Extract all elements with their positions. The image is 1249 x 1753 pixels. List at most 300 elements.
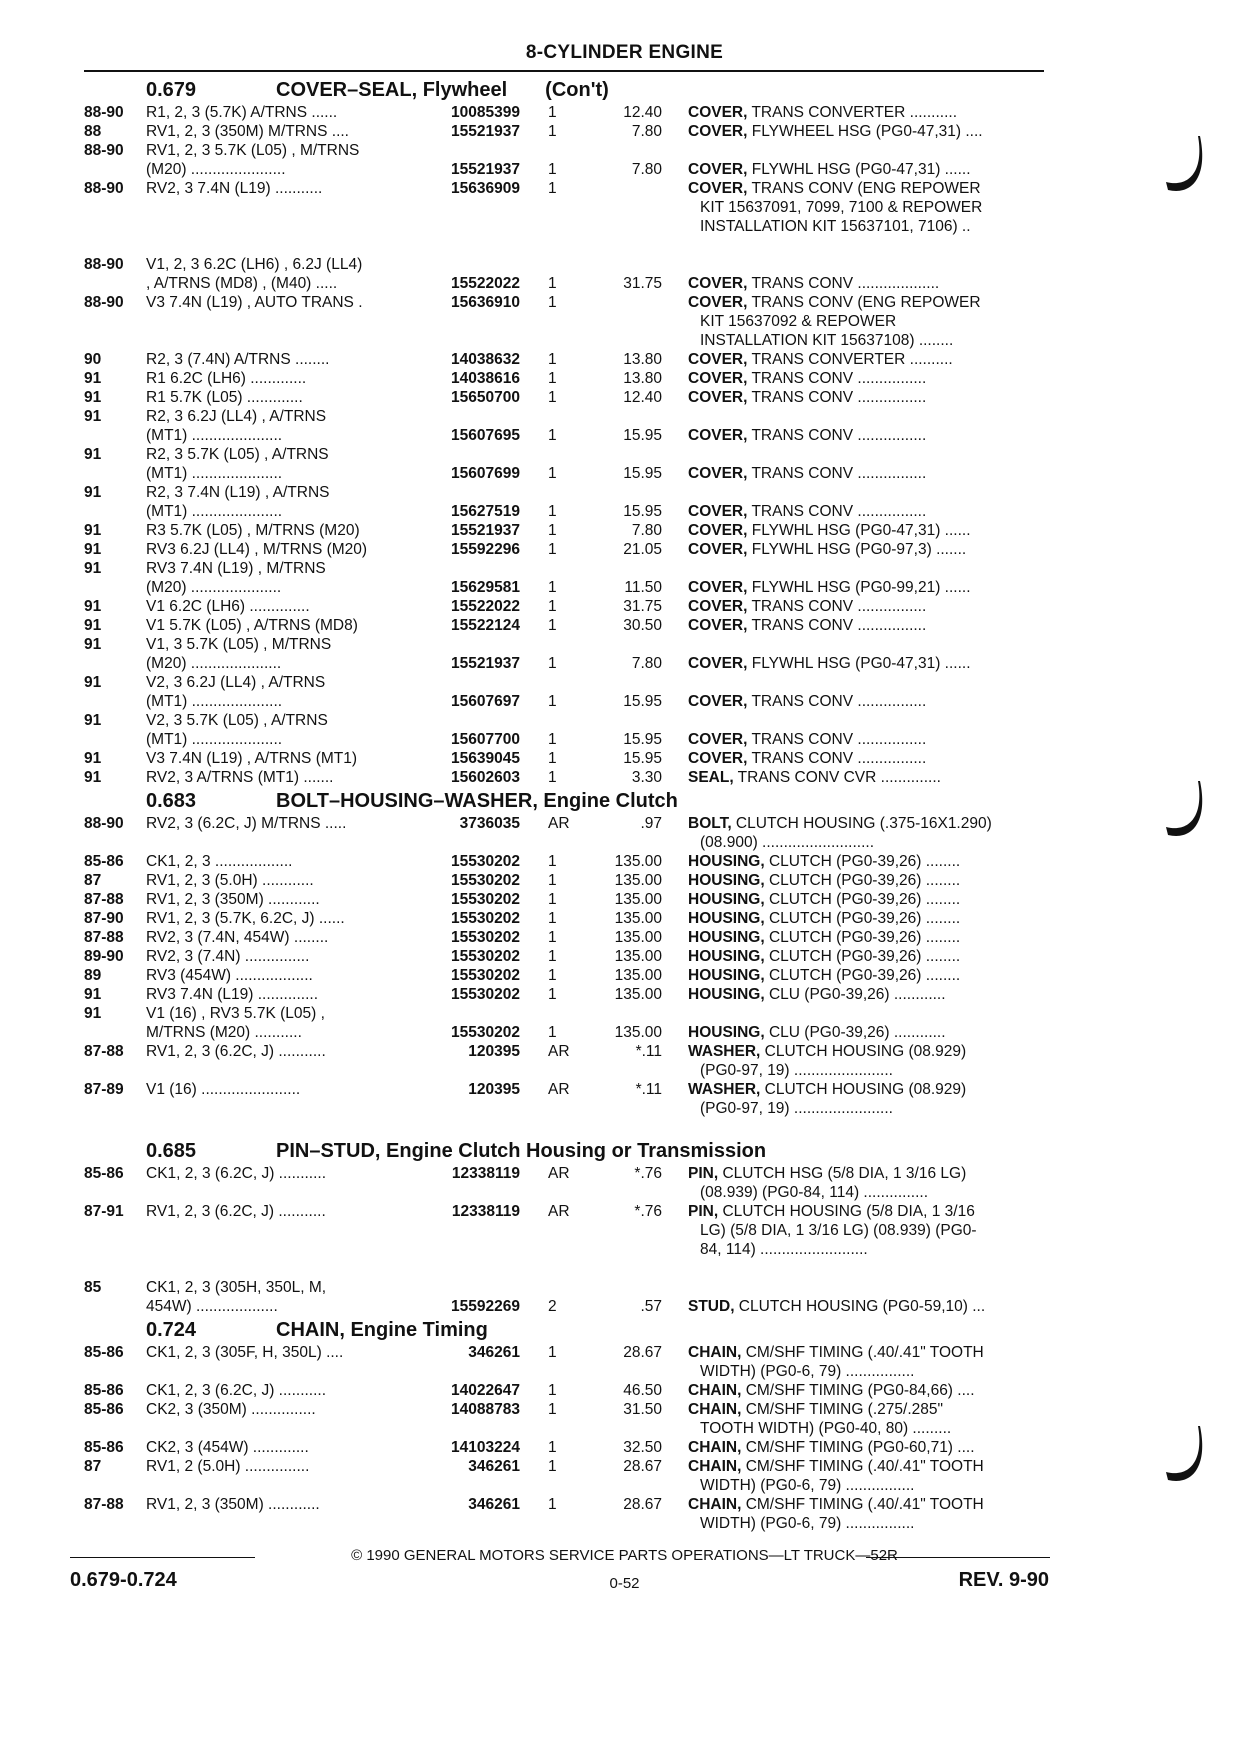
model-years: 88-90 xyxy=(84,294,124,311)
description-keyword: COVER, xyxy=(688,598,748,615)
price: .57 xyxy=(640,1298,662,1315)
application: R2, 3 (7.4N) A/TRNS ........ xyxy=(146,351,330,368)
model-years xyxy=(84,426,146,445)
description xyxy=(662,692,1050,711)
description-keyword: CHAIN, xyxy=(688,1496,742,1513)
description xyxy=(662,293,1050,312)
part-number: 3736035 xyxy=(459,815,520,832)
application: CK2, 3 (350M) ............... xyxy=(146,1401,316,1418)
part-number: 15650700 xyxy=(451,389,520,406)
description-text: KIT 15637091, 7099, 7100 & REPOWER xyxy=(700,199,983,216)
price: 135.00 xyxy=(614,967,662,984)
application: V1 6.2C (LH6) .............. xyxy=(146,598,310,615)
part-number xyxy=(420,1514,520,1533)
part-number xyxy=(420,1004,520,1023)
application: RV1, 2, 3 (5.0H) ............ xyxy=(146,872,314,889)
description-keyword: STUD, xyxy=(688,1298,735,1315)
model-years xyxy=(84,1061,146,1080)
description-text: (08.900) .......................... xyxy=(700,834,875,851)
part-number: 15530202 xyxy=(451,948,520,965)
price: 11.50 xyxy=(624,579,662,596)
model-years: 87-88 xyxy=(84,891,124,908)
part-number xyxy=(420,407,520,426)
part-number: 15607695 xyxy=(451,427,520,444)
price xyxy=(588,312,662,331)
price: 31.75 xyxy=(623,598,662,615)
price xyxy=(588,1004,662,1023)
part-number: 15607697 xyxy=(451,693,520,710)
price: 135.00 xyxy=(614,853,662,870)
description xyxy=(662,673,1050,692)
section-heading xyxy=(84,76,1050,103)
model-years: 91 xyxy=(84,636,102,653)
parts-row xyxy=(84,768,1050,787)
description xyxy=(662,1221,1050,1240)
price: 7.80 xyxy=(631,522,662,539)
quantity xyxy=(520,1362,588,1381)
price: 31.75 xyxy=(623,275,662,292)
description-keyword: COVER, xyxy=(688,617,748,634)
parts-row xyxy=(84,217,1050,236)
description-text: TRANS CONV ................ xyxy=(747,427,927,444)
price: 13.80 xyxy=(623,370,662,387)
parts-row xyxy=(84,255,1050,274)
parts-row xyxy=(84,890,1050,909)
part-number: 10085399 xyxy=(451,104,520,121)
parts-catalog-body xyxy=(84,76,1050,1533)
price xyxy=(588,1240,662,1259)
application xyxy=(146,1061,420,1080)
quantity xyxy=(520,1476,588,1495)
price xyxy=(588,445,662,464)
quantity: AR xyxy=(548,1165,570,1182)
part-number xyxy=(420,1240,520,1259)
part-number: 15592269 xyxy=(451,1298,520,1315)
description xyxy=(662,814,1050,833)
description-keyword: COVER, xyxy=(688,389,748,406)
part-number: 15521937 xyxy=(451,123,520,140)
quantity xyxy=(520,445,588,464)
part-number: 15530202 xyxy=(451,967,520,984)
quantity xyxy=(520,483,588,502)
part-number: 15530202 xyxy=(451,1024,520,1041)
quantity xyxy=(520,673,588,692)
price: 46.50 xyxy=(623,1382,662,1399)
quantity: 1 xyxy=(548,598,557,615)
part-number: 15530202 xyxy=(451,891,520,908)
description xyxy=(662,1202,1050,1221)
description-text: TRANS CONVERTER ........... xyxy=(747,104,958,121)
quantity: 1 xyxy=(548,655,557,672)
description-keyword: SEAL, xyxy=(688,769,734,786)
description xyxy=(662,1362,1050,1381)
price: 13.80 xyxy=(623,351,662,368)
quantity: 1 xyxy=(548,161,557,178)
parts-row xyxy=(84,1004,1050,1023)
parts-row xyxy=(84,1080,1050,1099)
model-years: 91 xyxy=(84,750,102,767)
description-text: CLUTCH HOUSING (08.929) xyxy=(760,1081,967,1098)
description xyxy=(662,966,1050,985)
application: (MT1) ..................... xyxy=(146,731,283,748)
description-keyword: BOLT, xyxy=(688,815,732,832)
description xyxy=(662,1080,1050,1099)
description-keyword: COVER, xyxy=(688,351,748,368)
description-text: CM/SHF TIMING (.40/.41" TOOTH xyxy=(741,1344,984,1361)
application: RV3 7.4N (L19) , M/TRNS xyxy=(146,560,326,577)
description-text: 84, 114) ......................... xyxy=(700,1241,868,1258)
application: CK2, 3 (454W) ............. xyxy=(146,1439,309,1456)
description-text: CLUTCH (PG0-39,26) ........ xyxy=(764,872,961,889)
price xyxy=(588,331,662,350)
parts-row xyxy=(84,597,1050,616)
description-keyword: COVER, xyxy=(688,123,748,140)
model-years: 91 xyxy=(84,408,102,425)
part-number: 14088783 xyxy=(451,1401,520,1418)
price xyxy=(588,255,662,274)
part-number: 15607700 xyxy=(451,731,520,748)
application: RV1, 2, 3 (6.2C, J) ........... xyxy=(146,1043,326,1060)
model-years xyxy=(84,1240,146,1259)
price: 31.50 xyxy=(623,1401,662,1418)
price: 21.05 xyxy=(623,541,662,558)
quantity: 1 xyxy=(548,986,557,1003)
parts-row xyxy=(84,445,1050,464)
part-number xyxy=(420,312,520,331)
price xyxy=(588,673,662,692)
parts-row xyxy=(84,635,1050,654)
price: .97 xyxy=(640,815,662,832)
application: V1 (16) , RV3 5.7K (L05) , xyxy=(146,1005,325,1022)
model-years: 87-88 xyxy=(84,929,124,946)
description-keyword: COVER, xyxy=(688,161,748,178)
description xyxy=(662,1023,1050,1042)
description xyxy=(662,947,1050,966)
application: V1 (16) ....................... xyxy=(146,1081,301,1098)
description-text: CLUTCH HOUSING (08.929) xyxy=(760,1043,967,1060)
quantity: AR xyxy=(548,1203,570,1220)
description-text: TRANS CONV (ENG REPOWER xyxy=(747,180,981,197)
quantity: 1 xyxy=(548,617,557,634)
quantity xyxy=(520,1221,588,1240)
quantity xyxy=(520,1240,588,1259)
parts-row xyxy=(84,909,1050,928)
description-keyword: HOUSING, xyxy=(688,853,765,870)
description-text: TRANS CONV ................... xyxy=(747,275,940,292)
description xyxy=(662,1278,1050,1297)
description xyxy=(662,1343,1050,1362)
model-years xyxy=(84,331,146,350)
model-years: 89-90 xyxy=(84,948,124,965)
model-years: 85-86 xyxy=(84,853,124,870)
model-years: 91 xyxy=(84,598,102,615)
description-keyword: HOUSING, xyxy=(688,891,765,908)
parts-row xyxy=(84,985,1050,1004)
part-number: 15521937 xyxy=(451,655,520,672)
price: 15.95 xyxy=(623,465,662,482)
description xyxy=(662,1004,1050,1023)
application xyxy=(146,1099,420,1118)
model-years xyxy=(84,654,146,673)
description-keyword: HOUSING, xyxy=(688,1024,765,1041)
quantity xyxy=(520,1061,588,1080)
part-number: 15607699 xyxy=(451,465,520,482)
price: 15.95 xyxy=(623,731,662,748)
quantity: 1 xyxy=(548,750,557,767)
quantity: 1 xyxy=(548,370,557,387)
parts-row xyxy=(84,312,1050,331)
parts-row xyxy=(84,141,1050,160)
model-years xyxy=(84,312,146,331)
price: *.76 xyxy=(634,1203,662,1220)
part-number: 15636909 xyxy=(451,180,520,197)
quantity: AR xyxy=(548,815,570,832)
description-keyword: HOUSING, xyxy=(688,929,765,946)
model-years: 85-86 xyxy=(84,1401,124,1418)
model-years xyxy=(84,1099,146,1118)
parts-row xyxy=(84,616,1050,635)
part-number: 15592296 xyxy=(451,541,520,558)
part-number: 15636910 xyxy=(451,294,520,311)
description-keyword: CHAIN, xyxy=(688,1458,742,1475)
quantity xyxy=(520,559,588,578)
parts-row xyxy=(84,1278,1050,1297)
price: *.11 xyxy=(635,1081,662,1098)
description-keyword: COVER, xyxy=(688,693,748,710)
description-text: TRANS CONV (ENG REPOWER xyxy=(747,294,981,311)
price xyxy=(588,1221,662,1240)
part-number: 15522022 xyxy=(451,275,520,292)
description-keyword: COVER, xyxy=(688,180,748,197)
application: RV1, 2 (5.0H) ............... xyxy=(146,1458,310,1475)
description xyxy=(662,103,1050,122)
part-number: 15521937 xyxy=(451,161,520,178)
description-text: TRANS CONV ................ xyxy=(747,731,927,748)
application: CK1, 2, 3 .................. xyxy=(146,853,293,870)
description-text: LG) (5/8 DIA, 1 3/16 LG) (08.939) (PG0- xyxy=(700,1222,977,1239)
price xyxy=(588,1362,662,1381)
application: CK1, 2, 3 (6.2C, J) ........... xyxy=(146,1382,327,1399)
parts-row xyxy=(84,1061,1050,1080)
description xyxy=(662,871,1050,890)
application xyxy=(146,1362,420,1381)
description-keyword: HOUSING, xyxy=(688,986,765,1003)
application: R1 6.2C (LH6) ............. xyxy=(146,370,307,387)
description-text: CLUTCH (PG0-39,26) ........ xyxy=(764,967,961,984)
description xyxy=(662,1240,1050,1259)
quantity xyxy=(520,833,588,852)
parts-row xyxy=(84,540,1050,559)
application: V3 7.4N (L19) , A/TRNS (MT1) xyxy=(146,750,358,767)
application: (MT1) ..................... xyxy=(146,693,283,710)
parts-row xyxy=(84,1023,1050,1042)
model-years xyxy=(84,198,146,217)
description xyxy=(662,890,1050,909)
description xyxy=(662,1061,1050,1080)
model-years: 85-86 xyxy=(84,1439,124,1456)
description xyxy=(662,1495,1050,1514)
parts-row xyxy=(84,350,1050,369)
part-number: 120395 xyxy=(468,1043,520,1060)
parts-row xyxy=(84,1202,1050,1221)
description-keyword: COVER, xyxy=(688,750,748,767)
quantity: 1 xyxy=(548,541,557,558)
description xyxy=(662,749,1050,768)
parts-row xyxy=(84,947,1050,966)
quantity: 1 xyxy=(548,1024,557,1041)
parts-row xyxy=(84,1495,1050,1514)
quantity xyxy=(520,1278,588,1297)
price xyxy=(588,1061,662,1080)
section-title: PIN–STUD, Engine Clutch Housing or Transmission xyxy=(276,1140,767,1162)
description-keyword: CHAIN, xyxy=(688,1439,742,1456)
application: RV1, 2, 3 (6.2C, J) ........... xyxy=(146,1203,326,1220)
description xyxy=(662,833,1050,852)
price xyxy=(588,635,662,654)
quantity: 1 xyxy=(548,1401,557,1418)
quantity xyxy=(520,217,588,236)
description xyxy=(662,1457,1050,1476)
application xyxy=(146,1240,420,1259)
quantity: 1 xyxy=(548,294,557,311)
quantity: 1 xyxy=(548,929,557,946)
parts-row xyxy=(84,160,1050,179)
quantity: 1 xyxy=(548,693,557,710)
description-text: CLUTCH (PG0-39,26) ........ xyxy=(764,929,961,946)
description xyxy=(662,616,1050,635)
description-text: CLU (PG0-39,26) ............ xyxy=(764,986,946,1003)
model-years: 91 xyxy=(84,712,102,729)
description xyxy=(662,1042,1050,1061)
description-text: FLYWHL HSG (PG0-97,3) ....... xyxy=(747,541,967,558)
description xyxy=(662,388,1050,407)
description xyxy=(662,350,1050,369)
description-keyword: COVER, xyxy=(688,522,748,539)
part-number xyxy=(420,255,520,274)
section-title: BOLT–HOUSING–WASHER, Engine Clutch xyxy=(276,790,678,812)
part-number: 15521937 xyxy=(451,522,520,539)
parts-row xyxy=(84,928,1050,947)
parts-row xyxy=(84,1419,1050,1438)
description-keyword: CHAIN, xyxy=(688,1382,742,1399)
description xyxy=(662,331,1050,350)
application xyxy=(146,217,420,236)
parts-row xyxy=(84,730,1050,749)
model-years: 88-90 xyxy=(84,815,124,832)
model-years: 88-90 xyxy=(84,256,124,273)
application: RV3 6.2J (LL4) , M/TRNS (M20) xyxy=(146,541,368,558)
description xyxy=(662,274,1050,293)
price xyxy=(588,1099,662,1118)
parts-row xyxy=(84,1400,1050,1419)
model-years xyxy=(84,160,146,179)
model-years: 85-86 xyxy=(84,1382,124,1399)
description-text: INSTALLATION KIT 15637101, 7106) .. xyxy=(700,218,971,235)
description xyxy=(662,160,1050,179)
model-years xyxy=(84,730,146,749)
price xyxy=(588,483,662,502)
part-number: 15629581 xyxy=(451,579,520,596)
section-title: COVER–SEAL, Flywheel xyxy=(276,79,508,101)
description xyxy=(662,407,1050,426)
part-number xyxy=(420,141,520,160)
description-text: CM/SHF TIMING (PG0-84,66) .... xyxy=(741,1382,975,1399)
part-number: 346261 xyxy=(468,1344,520,1361)
parts-row xyxy=(84,179,1050,198)
part-number xyxy=(420,483,520,502)
application: RV1, 2, 3 5.7K (L05) , M/TRNS xyxy=(146,142,360,159)
header-rule xyxy=(84,70,1044,72)
parts-row xyxy=(84,274,1050,293)
application: (M20) ...................... xyxy=(146,161,286,178)
model-years xyxy=(84,217,146,236)
application: RV1, 2, 3 (350M) ............ xyxy=(146,891,320,908)
quantity xyxy=(520,1099,588,1118)
application: RV2, 3 (7.4N, 454W) ........ xyxy=(146,929,329,946)
part-number xyxy=(420,1221,520,1240)
part-number: 346261 xyxy=(468,1458,520,1475)
quantity: 1 xyxy=(548,1458,557,1475)
description-text: CLUTCH HSG (5/8 DIA, 1 3/16 LG) xyxy=(718,1165,967,1182)
model-years xyxy=(84,1419,146,1438)
quantity: 1 xyxy=(548,275,557,292)
description xyxy=(662,1183,1050,1202)
description xyxy=(662,1099,1050,1118)
parts-row xyxy=(84,464,1050,483)
quantity: 1 xyxy=(548,503,557,520)
section-number: 0.724 xyxy=(146,1319,197,1341)
description-text: CLUTCH HOUSING (.375-16X1.290) xyxy=(731,815,992,832)
parts-row xyxy=(84,559,1050,578)
parts-row xyxy=(84,871,1050,890)
part-number: 15530202 xyxy=(451,872,520,889)
description-text: TRANS CONV ................ xyxy=(747,389,927,406)
model-years xyxy=(84,578,146,597)
description xyxy=(662,635,1050,654)
price xyxy=(588,1514,662,1533)
model-years: 91 xyxy=(84,674,102,691)
model-years: 88-90 xyxy=(84,104,124,121)
description-text: KIT 15637092 & REPOWER xyxy=(700,313,897,330)
price xyxy=(588,1419,662,1438)
parts-row xyxy=(84,426,1050,445)
quantity: 1 xyxy=(548,180,557,197)
application: (MT1) ..................... xyxy=(146,503,283,520)
quantity: 1 xyxy=(548,123,557,140)
description xyxy=(662,179,1050,198)
description xyxy=(662,711,1050,730)
price: 3.30 xyxy=(631,769,662,786)
part-number xyxy=(420,331,520,350)
part-number xyxy=(420,1419,520,1438)
quantity xyxy=(520,1514,588,1533)
description xyxy=(662,730,1050,749)
application: (M20) ..................... xyxy=(146,579,282,596)
quantity: 2 xyxy=(548,1298,557,1315)
description xyxy=(662,464,1050,483)
description-text: CLUTCH (PG0-39,26) ........ xyxy=(764,853,961,870)
parts-row xyxy=(84,1297,1050,1316)
description-text: TRANS CONV ................ xyxy=(747,598,927,615)
model-years: 87-88 xyxy=(84,1496,124,1513)
parts-row xyxy=(84,852,1050,871)
quantity: 1 xyxy=(548,731,557,748)
parts-row xyxy=(84,814,1050,833)
row-spacer xyxy=(84,236,1050,255)
price: 135.00 xyxy=(614,891,662,908)
section-number: 0.683 xyxy=(146,790,197,812)
description-text: FLYWHL HSG (PG0-47,31) ...... xyxy=(747,161,971,178)
